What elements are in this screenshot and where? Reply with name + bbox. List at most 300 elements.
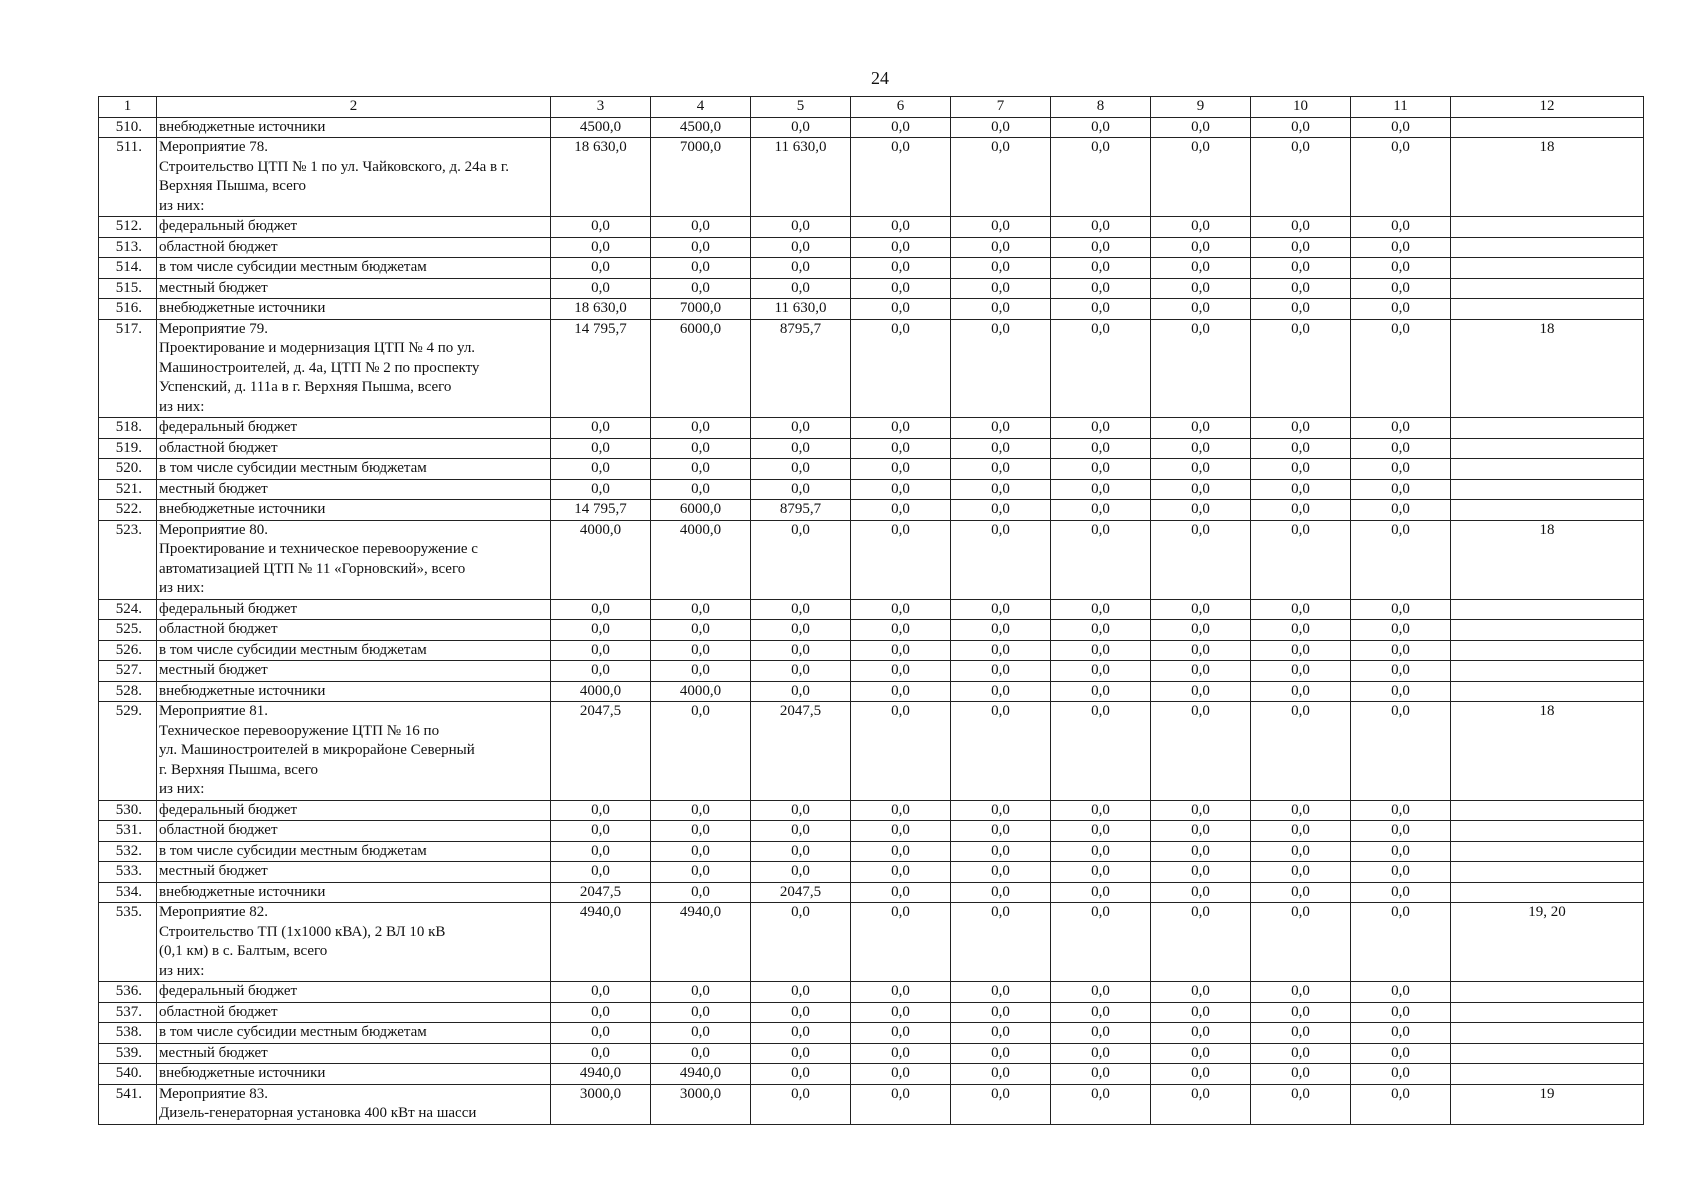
- value-cell: 0,0: [1351, 459, 1451, 480]
- value-cell: [1451, 278, 1644, 299]
- table-row: [99, 702, 1644, 801]
- value-cell: 0,0: [951, 982, 1051, 1003]
- value-cell: 2047,5: [551, 702, 651, 801]
- value-cell: [1451, 599, 1644, 620]
- value-cell: 0,0: [551, 1043, 651, 1064]
- value-cell: 0,0: [1151, 599, 1251, 620]
- value-cell: 0,0: [1251, 599, 1351, 620]
- value-cell: 0,0: [951, 1002, 1051, 1023]
- table-row: [99, 681, 1644, 702]
- value-cell: 0,0: [1351, 299, 1451, 320]
- value-cell: 0,0: [751, 258, 851, 279]
- row-name: внебюджетные источники: [157, 299, 551, 320]
- value-cell: 0,0: [1151, 1084, 1251, 1124]
- row-name: федеральный бюджет: [157, 982, 551, 1003]
- row-number: 519.: [99, 438, 157, 459]
- table-row: [99, 1002, 1644, 1023]
- value-cell: 0,0: [951, 138, 1051, 217]
- column-header-2: 2: [157, 97, 551, 118]
- value-cell: [1451, 841, 1644, 862]
- value-cell: 0,0: [1251, 1043, 1351, 1064]
- value-cell: [1451, 217, 1644, 238]
- value-cell: 0,0: [1251, 681, 1351, 702]
- value-cell: 6000,0: [651, 500, 751, 521]
- value-cell: 0,0: [551, 620, 651, 641]
- value-cell: 11 630,0: [751, 299, 851, 320]
- row-name: областной бюджет: [157, 237, 551, 258]
- value-cell: 18 630,0: [551, 138, 651, 217]
- row-number: 516.: [99, 299, 157, 320]
- value-cell: 3000,0: [651, 1084, 751, 1124]
- value-cell: 0,0: [951, 500, 1051, 521]
- value-cell: 0,0: [851, 1064, 951, 1085]
- value-cell: 0,0: [1151, 640, 1251, 661]
- table-body: [99, 97, 1644, 1125]
- value-cell: 0,0: [1351, 278, 1451, 299]
- value-cell: 0,0: [1151, 479, 1251, 500]
- value-cell: 0,0: [851, 319, 951, 418]
- value-cell: 0,0: [651, 882, 751, 903]
- row-name: в том числе субсидии местным бюджетам: [157, 258, 551, 279]
- value-cell: [1451, 1002, 1644, 1023]
- value-cell: 0,0: [751, 599, 851, 620]
- value-cell: 0,0: [1051, 520, 1151, 599]
- value-cell: 0,0: [1151, 217, 1251, 238]
- table-row: [99, 661, 1644, 682]
- value-cell: 0,0: [851, 800, 951, 821]
- value-cell: 0,0: [1151, 882, 1251, 903]
- value-cell: 4500,0: [551, 117, 651, 138]
- row-number: 540.: [99, 1064, 157, 1085]
- value-cell: 0,0: [1251, 862, 1351, 883]
- value-cell: 0,0: [851, 599, 951, 620]
- row-name: Мероприятие 83. Дизель-генераторная установка 400 кВт на шасси: [157, 1084, 551, 1124]
- value-cell: 0,0: [1151, 903, 1251, 982]
- value-cell: 0,0: [1051, 640, 1151, 661]
- value-cell: 0,0: [651, 1043, 751, 1064]
- row-name: Мероприятие 82. Строительство ТП (1х1000 кВА), 2 ВЛ 10 кВ (0,1 км) в с. Балтым, всего из них:: [157, 903, 551, 982]
- value-cell: 2047,5: [551, 882, 651, 903]
- value-cell: 0,0: [1251, 418, 1351, 439]
- value-cell: 14 795,7: [551, 500, 651, 521]
- value-cell: [1451, 299, 1644, 320]
- value-cell: 0,0: [1251, 217, 1351, 238]
- value-cell: 0,0: [751, 640, 851, 661]
- value-cell: 0,0: [1351, 800, 1451, 821]
- value-cell: 0,0: [651, 862, 751, 883]
- table-row: [99, 620, 1644, 641]
- value-cell: 0,0: [651, 278, 751, 299]
- value-cell: 0,0: [1251, 841, 1351, 862]
- value-cell: 0,0: [1151, 982, 1251, 1003]
- row-number: 523.: [99, 520, 157, 599]
- value-cell: 0,0: [951, 418, 1051, 439]
- value-cell: 0,0: [1351, 702, 1451, 801]
- value-cell: 0,0: [1151, 821, 1251, 842]
- value-cell: 0,0: [1251, 982, 1351, 1003]
- value-cell: 0,0: [551, 982, 651, 1003]
- value-cell: 0,0: [951, 117, 1051, 138]
- value-cell: 0,0: [1251, 258, 1351, 279]
- value-cell: 0,0: [551, 459, 651, 480]
- value-cell: 0,0: [751, 1002, 851, 1023]
- table-row: [99, 138, 1644, 217]
- value-cell: 4000,0: [651, 520, 751, 599]
- value-cell: 0,0: [1051, 500, 1151, 521]
- value-cell: 0,0: [951, 620, 1051, 641]
- value-cell: 14 795,7: [551, 319, 651, 418]
- value-cell: 0,0: [1351, 319, 1451, 418]
- value-cell: 0,0: [1051, 1043, 1151, 1064]
- row-number: 525.: [99, 620, 157, 641]
- row-name: в том числе субсидии местным бюджетам: [157, 841, 551, 862]
- value-cell: 0,0: [851, 459, 951, 480]
- value-cell: 0,0: [1151, 500, 1251, 521]
- row-number: 541.: [99, 1084, 157, 1124]
- value-cell: 0,0: [1151, 661, 1251, 682]
- row-number: 521.: [99, 479, 157, 500]
- value-cell: 0,0: [651, 640, 751, 661]
- value-cell: 0,0: [551, 640, 651, 661]
- value-cell: 0,0: [1351, 903, 1451, 982]
- value-cell: 0,0: [1151, 862, 1251, 883]
- row-number: 539.: [99, 1043, 157, 1064]
- row-name: федеральный бюджет: [157, 418, 551, 439]
- value-cell: 0,0: [1051, 982, 1151, 1003]
- value-cell: 0,0: [1151, 520, 1251, 599]
- value-cell: [1451, 620, 1644, 641]
- row-name: федеральный бюджет: [157, 800, 551, 821]
- row-number: 515.: [99, 278, 157, 299]
- table-row: [99, 217, 1644, 238]
- value-cell: 0,0: [1351, 418, 1451, 439]
- value-cell: 0,0: [851, 438, 951, 459]
- table-row: [99, 1043, 1644, 1064]
- row-number: 518.: [99, 418, 157, 439]
- row-name: внебюджетные источники: [157, 882, 551, 903]
- value-cell: 0,0: [951, 702, 1051, 801]
- value-cell: 0,0: [651, 599, 751, 620]
- value-cell: 0,0: [1251, 117, 1351, 138]
- row-name: областной бюджет: [157, 620, 551, 641]
- value-cell: [1451, 438, 1644, 459]
- value-cell: [1451, 459, 1644, 480]
- row-name: местный бюджет: [157, 661, 551, 682]
- value-cell: 0,0: [1351, 1043, 1451, 1064]
- table-row: [99, 459, 1644, 480]
- value-cell: 0,0: [951, 1064, 1051, 1085]
- value-cell: 0,0: [751, 418, 851, 439]
- value-cell: 0,0: [1051, 299, 1151, 320]
- value-cell: 0,0: [751, 459, 851, 480]
- value-cell: 0,0: [1351, 1064, 1451, 1085]
- value-cell: 0,0: [1351, 882, 1451, 903]
- value-cell: 0,0: [551, 258, 651, 279]
- value-cell: 0,0: [951, 237, 1051, 258]
- value-cell: 0,0: [851, 681, 951, 702]
- value-cell: 0,0: [651, 982, 751, 1003]
- value-cell: 0,0: [1251, 319, 1351, 418]
- value-cell: 0,0: [1051, 117, 1151, 138]
- value-cell: 0,0: [551, 1023, 651, 1044]
- value-cell: 0,0: [551, 841, 651, 862]
- row-name: местный бюджет: [157, 278, 551, 299]
- row-number: 535.: [99, 903, 157, 982]
- value-cell: 0,0: [1051, 418, 1151, 439]
- value-cell: 0,0: [1251, 640, 1351, 661]
- value-cell: 0,0: [851, 500, 951, 521]
- value-cell: 0,0: [751, 217, 851, 238]
- value-cell: 0,0: [851, 520, 951, 599]
- value-cell: 0,0: [1151, 459, 1251, 480]
- value-cell: 0,0: [851, 841, 951, 862]
- value-cell: [1451, 1043, 1644, 1064]
- value-cell: 0,0: [1051, 903, 1151, 982]
- value-cell: 0,0: [1151, 438, 1251, 459]
- value-cell: 0,0: [751, 800, 851, 821]
- value-cell: 0,0: [651, 620, 751, 641]
- value-cell: 0,0: [751, 278, 851, 299]
- value-cell: 0,0: [1251, 479, 1351, 500]
- value-cell: 0,0: [951, 278, 1051, 299]
- value-cell: 0,0: [951, 862, 1051, 883]
- value-cell: 0,0: [851, 217, 951, 238]
- value-cell: 0,0: [951, 841, 1051, 862]
- value-cell: [1451, 479, 1644, 500]
- value-cell: 0,0: [1051, 1064, 1151, 1085]
- value-cell: 4000,0: [651, 681, 751, 702]
- row-name: Мероприятие 80. Проектирование и техническое перевооружение с автоматизацией ЦТП № 11 «Горновский», всего из них:: [157, 520, 551, 599]
- value-cell: 0,0: [1051, 702, 1151, 801]
- value-cell: 18: [1451, 702, 1644, 801]
- value-cell: [1451, 882, 1644, 903]
- value-cell: 0,0: [651, 418, 751, 439]
- value-cell: 0,0: [1251, 800, 1351, 821]
- value-cell: 0,0: [1251, 1064, 1351, 1085]
- value-cell: 0,0: [951, 800, 1051, 821]
- value-cell: 0,0: [651, 841, 751, 862]
- value-cell: 0,0: [751, 841, 851, 862]
- row-name: внебюджетные источники: [157, 681, 551, 702]
- value-cell: 0,0: [751, 903, 851, 982]
- value-cell: 0,0: [651, 800, 751, 821]
- value-cell: [1451, 982, 1644, 1003]
- value-cell: 0,0: [751, 982, 851, 1003]
- value-cell: 0,0: [751, 237, 851, 258]
- value-cell: 0,0: [851, 1084, 951, 1124]
- value-cell: 0,0: [751, 117, 851, 138]
- value-cell: 0,0: [1151, 1064, 1251, 1085]
- value-cell: 0,0: [551, 278, 651, 299]
- value-cell: 0,0: [1351, 599, 1451, 620]
- table-row: [99, 821, 1644, 842]
- value-cell: 0,0: [1251, 702, 1351, 801]
- value-cell: 0,0: [951, 1043, 1051, 1064]
- row-number: 536.: [99, 982, 157, 1003]
- table-row: [99, 862, 1644, 883]
- value-cell: [1451, 681, 1644, 702]
- value-cell: 0,0: [1251, 520, 1351, 599]
- value-cell: [1451, 418, 1644, 439]
- row-number: 533.: [99, 862, 157, 883]
- value-cell: 0,0: [1251, 1084, 1351, 1124]
- table-row: [99, 882, 1644, 903]
- value-cell: 0,0: [851, 620, 951, 641]
- row-number: 510.: [99, 117, 157, 138]
- value-cell: 0,0: [851, 982, 951, 1003]
- value-cell: 0,0: [1051, 862, 1151, 883]
- value-cell: 0,0: [1351, 620, 1451, 641]
- value-cell: 0,0: [1051, 681, 1151, 702]
- value-cell: 0,0: [1251, 500, 1351, 521]
- column-header-8: 8: [1051, 97, 1151, 118]
- value-cell: 0,0: [651, 821, 751, 842]
- row-name: областной бюджет: [157, 438, 551, 459]
- value-cell: 0,0: [551, 862, 651, 883]
- row-number: 530.: [99, 800, 157, 821]
- row-number: 534.: [99, 882, 157, 903]
- value-cell: 0,0: [1351, 438, 1451, 459]
- value-cell: 0,0: [851, 138, 951, 217]
- value-cell: 0,0: [751, 520, 851, 599]
- value-cell: 0,0: [1151, 319, 1251, 418]
- value-cell: 18: [1451, 138, 1644, 217]
- value-cell: 0,0: [1151, 841, 1251, 862]
- value-cell: 0,0: [651, 702, 751, 801]
- row-number: 526.: [99, 640, 157, 661]
- value-cell: 0,0: [1351, 661, 1451, 682]
- value-cell: 0,0: [951, 258, 1051, 279]
- row-name: в том числе субсидии местным бюджетам: [157, 1023, 551, 1044]
- value-cell: 0,0: [551, 418, 651, 439]
- budget-table: [98, 96, 1644, 1125]
- value-cell: 0,0: [851, 882, 951, 903]
- value-cell: [1451, 800, 1644, 821]
- row-number: 513.: [99, 237, 157, 258]
- value-cell: 0,0: [1051, 258, 1151, 279]
- value-cell: 0,0: [751, 1084, 851, 1124]
- value-cell: 0,0: [1351, 1084, 1451, 1124]
- value-cell: 0,0: [1051, 138, 1151, 217]
- table-row: [99, 1064, 1644, 1085]
- value-cell: 0,0: [751, 620, 851, 641]
- column-header-3: 3: [551, 97, 651, 118]
- row-number: 522.: [99, 500, 157, 521]
- table-row: [99, 903, 1644, 982]
- value-cell: 0,0: [1051, 620, 1151, 641]
- row-number: 532.: [99, 841, 157, 862]
- value-cell: 0,0: [751, 1064, 851, 1085]
- row-name: Мероприятие 81. Техническое перевооружение ЦТП № 16 по ул. Машиностроителей в микрорайоне Северный г. Верхняя Пышма, всего из них:: [157, 702, 551, 801]
- value-cell: 0,0: [1251, 237, 1351, 258]
- row-name: федеральный бюджет: [157, 599, 551, 620]
- value-cell: [1451, 500, 1644, 521]
- value-cell: 0,0: [751, 1023, 851, 1044]
- column-header-5: 5: [751, 97, 851, 118]
- value-cell: 0,0: [551, 661, 651, 682]
- value-cell: [1451, 117, 1644, 138]
- value-cell: 0,0: [851, 479, 951, 500]
- row-number: 527.: [99, 661, 157, 682]
- value-cell: [1451, 1023, 1644, 1044]
- value-cell: 0,0: [1151, 117, 1251, 138]
- row-name: Мероприятие 78. Строительство ЦТП № 1 по ул. Чайковского, д. 24а в г. Верхняя Пышма, всего из них:: [157, 138, 551, 217]
- value-cell: 0,0: [551, 237, 651, 258]
- row-name: местный бюджет: [157, 1043, 551, 1064]
- value-cell: 0,0: [651, 1023, 751, 1044]
- row-name: внебюджетные источники: [157, 117, 551, 138]
- row-number: 524.: [99, 599, 157, 620]
- row-number: 537.: [99, 1002, 157, 1023]
- value-cell: [1451, 862, 1644, 883]
- value-cell: 19, 20: [1451, 903, 1644, 982]
- value-cell: 0,0: [1351, 479, 1451, 500]
- value-cell: 0,0: [851, 1043, 951, 1064]
- value-cell: 0,0: [951, 903, 1051, 982]
- value-cell: 0,0: [951, 640, 1051, 661]
- row-name: в том числе субсидии местным бюджетам: [157, 459, 551, 480]
- value-cell: 0,0: [1251, 661, 1351, 682]
- value-cell: 0,0: [651, 661, 751, 682]
- row-number: 512.: [99, 217, 157, 238]
- value-cell: 0,0: [1251, 438, 1351, 459]
- value-cell: 0,0: [851, 702, 951, 801]
- value-cell: 6000,0: [651, 319, 751, 418]
- value-cell: 0,0: [1051, 237, 1151, 258]
- value-cell: 0,0: [751, 821, 851, 842]
- value-cell: 4940,0: [651, 903, 751, 982]
- table-row: [99, 299, 1644, 320]
- value-cell: 18: [1451, 319, 1644, 418]
- value-cell: 0,0: [851, 661, 951, 682]
- table-row: [99, 278, 1644, 299]
- value-cell: 0,0: [1251, 138, 1351, 217]
- value-cell: 0,0: [951, 599, 1051, 620]
- value-cell: 0,0: [1251, 1002, 1351, 1023]
- value-cell: 0,0: [1251, 821, 1351, 842]
- value-cell: 0,0: [1151, 702, 1251, 801]
- value-cell: 0,0: [951, 1084, 1051, 1124]
- value-cell: 2047,5: [751, 702, 851, 801]
- value-cell: 0,0: [1351, 841, 1451, 862]
- value-cell: 0,0: [851, 117, 951, 138]
- value-cell: 0,0: [851, 1002, 951, 1023]
- value-cell: 0,0: [1051, 479, 1151, 500]
- value-cell: [1451, 640, 1644, 661]
- value-cell: 0,0: [1251, 882, 1351, 903]
- value-cell: 0,0: [1051, 599, 1151, 620]
- value-cell: 0,0: [1151, 800, 1251, 821]
- value-cell: 0,0: [1051, 800, 1151, 821]
- value-cell: 0,0: [1351, 217, 1451, 238]
- value-cell: 0,0: [751, 1043, 851, 1064]
- table-row: [99, 1023, 1644, 1044]
- table-row: [99, 520, 1644, 599]
- value-cell: 0,0: [1351, 862, 1451, 883]
- value-cell: 0,0: [751, 438, 851, 459]
- row-number: 511.: [99, 138, 157, 217]
- value-cell: 0,0: [851, 1023, 951, 1044]
- value-cell: 0,0: [551, 821, 651, 842]
- value-cell: 0,0: [1251, 299, 1351, 320]
- value-cell: 0,0: [551, 1002, 651, 1023]
- table-row: [99, 599, 1644, 620]
- value-cell: 0,0: [851, 237, 951, 258]
- row-name: местный бюджет: [157, 479, 551, 500]
- value-cell: 0,0: [1251, 278, 1351, 299]
- value-cell: 18: [1451, 520, 1644, 599]
- value-cell: 0,0: [651, 479, 751, 500]
